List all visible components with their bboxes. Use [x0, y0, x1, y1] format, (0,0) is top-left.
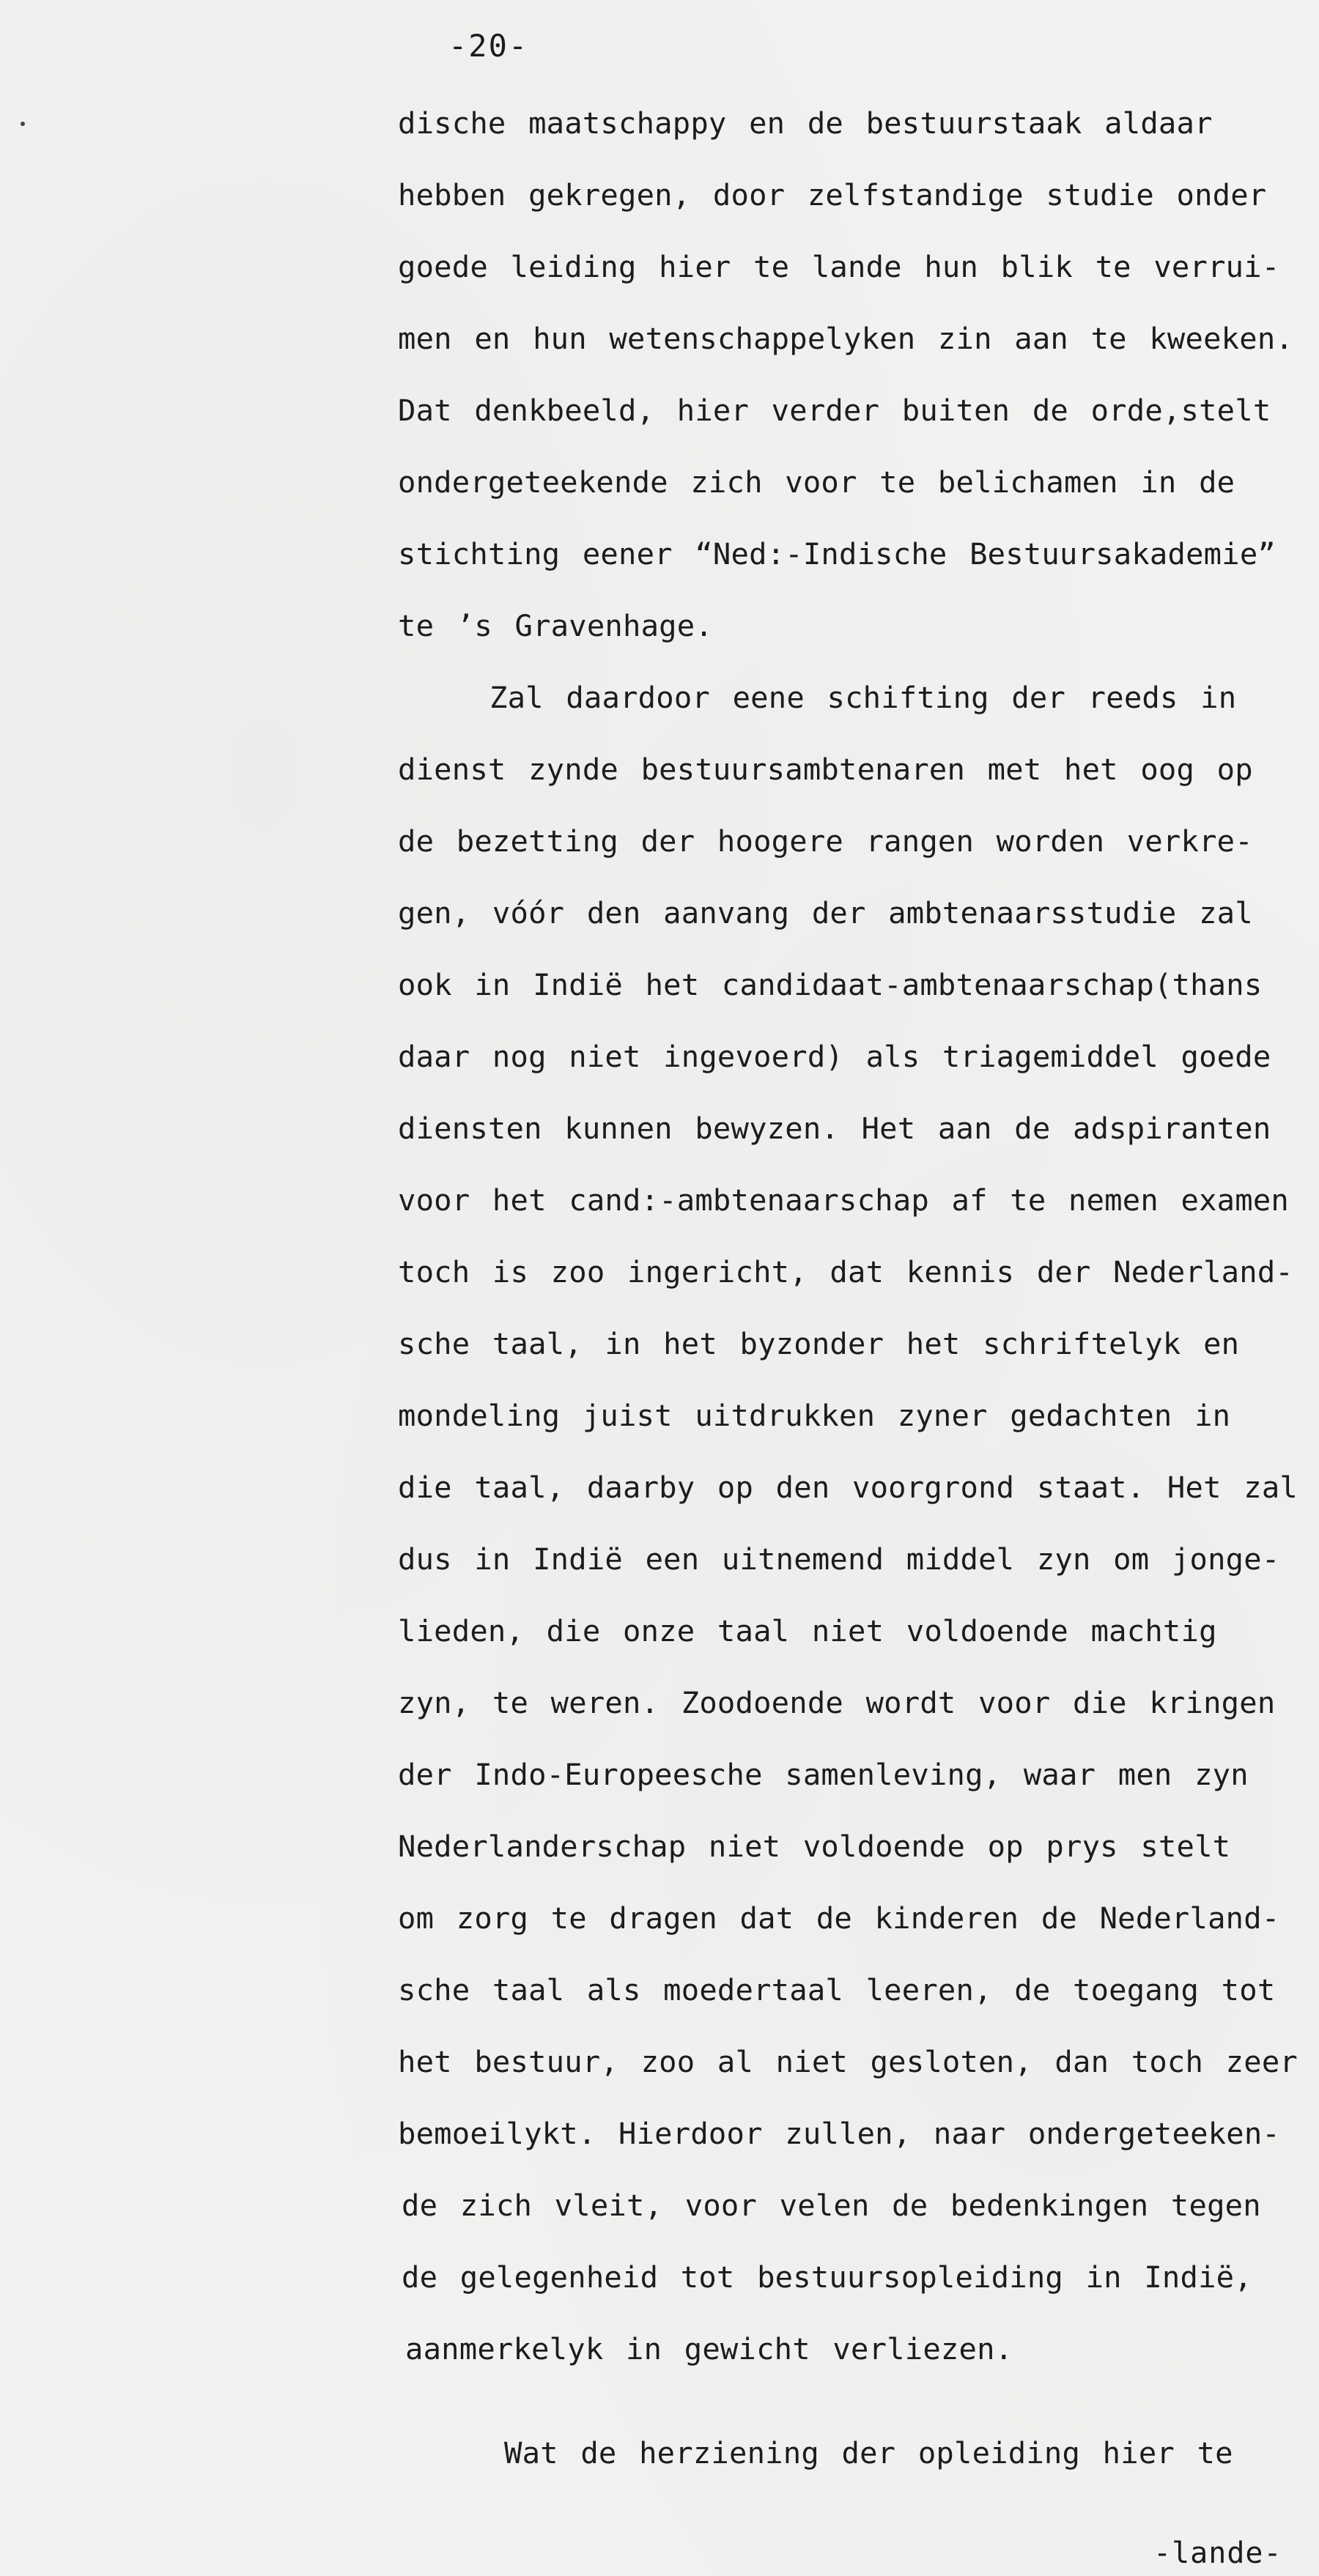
text-line: goede leiding hier te lande hun blik te verrui-	[398, 249, 1280, 284]
text-line: de zich vleit, voor velen de bedenkingen tegen	[402, 2188, 1261, 2223]
margin-dot	[21, 122, 25, 126]
text-line: ook in Indië het candidaat-ambtenaarschap(thans	[398, 967, 1263, 1002]
catchword: -lande-	[1153, 2536, 1282, 2570]
text-line: aanmerkelyk in gewicht verliezen.	[405, 2331, 1013, 2366]
text-line: diensten kunnen bewyzen. Het aan de adspiranten	[398, 1111, 1271, 1146]
text-line: bemoeilykt. Hierdoor zullen, naar ondergeteeken-	[398, 2116, 1280, 2151]
text-line: dische maatschappy en de bestuurstaak aldaar	[398, 106, 1213, 141]
paragraph-first-line: Zal daardoor eene schifting der reeds in	[489, 680, 1237, 715]
text-line: het bestuur, zoo al niet gesloten, dan toch zeer	[398, 2044, 1298, 2079]
text-line: der Indo-Europeesche samenleving, waar men zyn	[398, 1757, 1249, 1792]
text-line: gen, vóór den aanvang der ambtenaarsstudie zal	[398, 895, 1253, 930]
text-line: toch is zoo ingericht, dat kennis der Nederland-	[398, 1254, 1293, 1289]
text-line: de bezetting der hoogere rangen worden verkre-	[398, 823, 1253, 859]
text-line: voor het cand:-ambtenaarschap af te nemen examen	[398, 1182, 1289, 1218]
text-line: stichting eener “Ned:-Indische Bestuursakademie”	[398, 536, 1276, 571]
text-line: de gelegenheid tot bestuursopleiding in Indië,	[402, 2259, 1252, 2295]
text-line: sche taal, in het byzonder het schriftelyk en	[398, 1326, 1240, 1361]
text-line: lieden, die onze taal niet voldoende machtig	[398, 1613, 1217, 1648]
text-line: daar nog niet ingevoerd) als triagemiddel goede	[398, 1039, 1271, 1074]
text-line: die taal, daarby op den voorgrond staat. Het zal	[398, 1470, 1298, 1505]
paragraph-first-line: Wat de herziening der opleiding hier te	[504, 2435, 1233, 2470]
text-line: om zorg te dragen dat de kinderen de Nederland-	[398, 1900, 1280, 1936]
text-line: ondergeteekende zich voor te belichamen in de	[398, 465, 1235, 500]
text-line: sche taal als moedertaal leeren, de toegang tot	[398, 1972, 1276, 2007]
text-line: men en hun wetenschappelyken zin aan te kweeken.	[398, 321, 1293, 356]
text-line: Nederlanderschap niet voldoende op prys stelt	[398, 1829, 1231, 1864]
text-line: te ’s Gravenhage.	[398, 608, 713, 643]
text-line: mondeling juist uitdrukken zyner gedachten in	[398, 1398, 1231, 1433]
text-line: dienst zynde bestuursambtenaren met het oog op	[398, 752, 1253, 787]
text-line: dus in Indië een uitnemend middel zyn om jonge-	[398, 1541, 1280, 1577]
text-line: hebben gekregen, door zelfstandige studie onder	[398, 177, 1267, 212]
text-line: zyn, te weren. Zoodoende wordt voor die kringen	[398, 1685, 1276, 1720]
text-line: Dat denkbeeld, hier verder buiten de orde,stelt	[398, 393, 1271, 428]
page-number: -20-	[448, 28, 529, 64]
